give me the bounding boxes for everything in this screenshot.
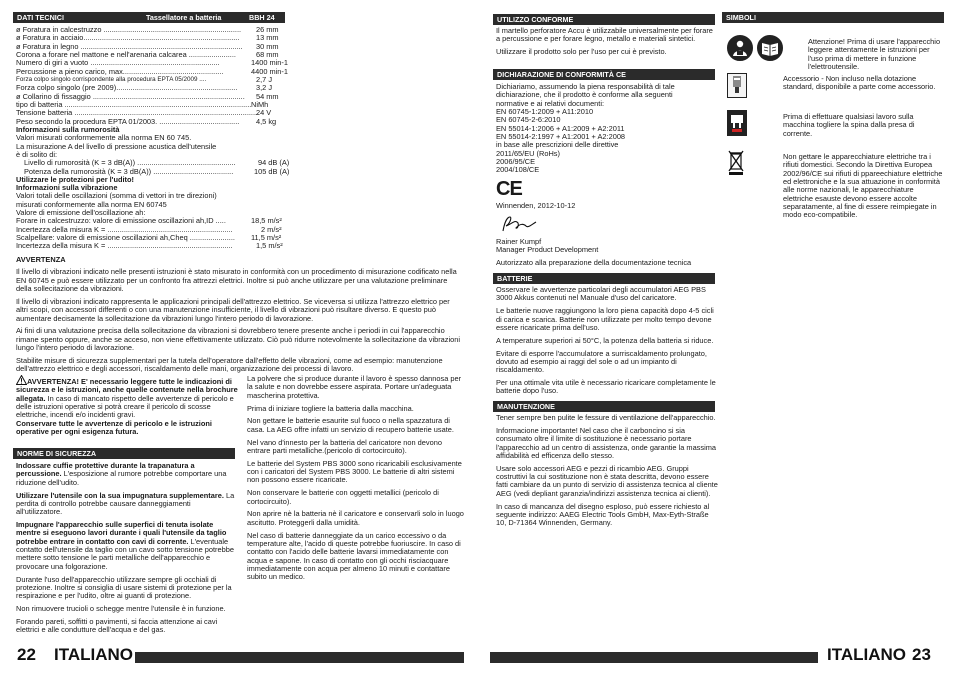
signer-block bbox=[496, 238, 726, 267]
batterie-section bbox=[496, 286, 718, 400]
spec-row: Forza colpo singolo (pre 2009)........................................................... 3,2 J bbox=[16, 84, 273, 93]
symbol-desc: Non gettare le apparecchiature elettriche tra i rifiuti domestici. Secondo la Direttiva Europea 2002/96/CE sui rifiuti di ppareechiature elettriche ed elettroniche e la sua attuazione in conformità alle norme nazionali, le apparecchiature elettriche esauste devono essere accolte separatamente, al fine di essere reimpiegate in modo eco-compatibile. bbox=[783, 152, 943, 220]
ear-protection-note: Utilizzare le protezioni per l'udito! bbox=[16, 175, 134, 185]
vibrazione-line: misurati conformemente alla norma EN 60745 bbox=[16, 199, 167, 209]
conformita-section bbox=[496, 83, 718, 175]
noise-row: Potenza della rumorosità (K = 3 dB(A)) ....................................... 105 dB (A) bbox=[24, 167, 290, 176]
manutenzione-paragraph: In caso di mancanza del disegno esploso, può essere richiesto al seguente indirizzo: AAEG Electric Tools GmbH, Max-Eyth-Straße 10, D-71364 Winnenden, Germany. bbox=[496, 501, 710, 528]
batterie-paragraph: Per una ottimale vita utile è necessario ricaricare completamente le batterie dopo l'uso. bbox=[496, 378, 716, 396]
unplug-icon bbox=[727, 110, 747, 136]
dati-tecnici-table bbox=[16, 26, 288, 126]
page-title-right: ITALIANO bbox=[827, 645, 907, 664]
batterie-paragraph: Le batterie nuove raggiungono la loro piena capacità dopo 4-5 cicli di carica e scarica. Batterie non utilizzate per molto tempo devone essere ricaricate prima dell'uso. bbox=[496, 306, 714, 332]
read-manual-icon bbox=[727, 35, 753, 61]
safety-column-2 bbox=[247, 375, 465, 586]
utilizzo-paragraph: Il martello perforatore Accu è utilizzabile universalmente per forare a percussione e per forare legno, metallo e materiali sintetici. bbox=[496, 26, 713, 44]
safety-paragraph: Le batterie del System PBS 3000 sono ricaricabili esclusivamente con i caricatori del System PBS 3000. Le batterie di altri sistemi non possono essere ricaricate. bbox=[247, 458, 462, 485]
vibration-row: Scalpellare: valore di emissione oscillazioni ah,Cheq ...................... 11,5 m/s² bbox=[16, 234, 282, 243]
dati-col-model: BBH 24 bbox=[249, 13, 275, 22]
rumorosita-line: Valori misurati conformemente alla norma EN 60 745. bbox=[16, 133, 192, 143]
page-number-left: 22 bbox=[17, 645, 36, 664]
batterie-paragraph: Evitare di esporre l'accumulatore a surriscaldamento prolungato, dovuto ad esempio ai raggi del sole o ad un impianto di riscaldamento. bbox=[496, 348, 707, 375]
place-date: Winnenden, 2012-10-12 bbox=[496, 201, 576, 210]
signer-name: Rainer Kumpf bbox=[496, 237, 542, 246]
spec-row: ø Foratura in calcestruzzo ................................................................... 26 mm bbox=[16, 26, 279, 34]
conformita-line: EN 60745-1:2009 + A11:2010 bbox=[496, 107, 594, 117]
avvertenza-paragraph: Il livello di vibrazioni indicato rappresenta le applicazioni principali dell'attrezzo elettrico. Se viceversa si utilizza l'attrezzo elettrico per altri scopi, con accessori differenti o con una manutenzione insufficiente, il livello di vibrazioni può risultare diverso. E questo può aumentare decisamente la sollecitazione da vibrazioni lungo l'intero periodo di lavorazione. bbox=[16, 296, 450, 323]
safety-paragraph: Nel caso di batterie danneggiate da un carico eccessivo o da temperature alte, l'acido di queste potrebbe fuoriuscire. In caso di contatto con l'acido delle batterie lavarsi immediatamente con acqua e sapone. In caso di contatto con gli occhi risciacquare immediatamente con acqua per almeno 10 minuti e contattare subito un medico. bbox=[247, 530, 461, 582]
conformita-line: EN 55014-1:2006 + A1:2009 + A2:2011 bbox=[496, 123, 625, 133]
vibration-row: Forare in calcestruzzo: valore di emissione oscillazioni ah,ID ..... 18,5 m/s² bbox=[16, 217, 282, 226]
utilizzo-section bbox=[496, 27, 716, 61]
dati-tecnici-title: DATI TECNICI bbox=[17, 13, 64, 22]
dati-tecnici-header bbox=[13, 12, 285, 23]
vibrazione-section bbox=[16, 184, 296, 251]
conformita-title: DICHIARAZIONE DI CONFORMITÀ CE bbox=[497, 70, 626, 79]
spec-row: ø Foratura in acciaio............................................................................ 13 mm bbox=[16, 34, 279, 43]
authorized-note: Autorizzato alla preparazione della documentazione tecnica bbox=[496, 257, 692, 267]
warning-text: In caso di mancato rispetto delle avvertenze di pericolo e delle istruzioni operative si potrà creare il pericolo di scosse elettriche, incendi e/o incidenti gravi. bbox=[16, 393, 234, 420]
safety-paragraph: Non aprire nè la batteria nè il caricatore e conservarli solo in luogo ascitutto. Proteggerli dalla umidità. bbox=[247, 509, 464, 527]
rumorosita-title: Informazioni sulla rumorosità bbox=[16, 125, 120, 134]
avvertenza-paragraph: Il livello di vibrazioni indicato nelle presenti istruzioni è stato misurato in conformità con un procedimento di misurazione codificato nella EN 60745 e può essere utilizzato per un confronto fra attrezzi elettrici. Inoltre si può anche utilizzare per una valutazione preliminare della sollecitazione da vibrazioni. bbox=[16, 267, 457, 294]
spec-row: Tensione batteria .......................................................................................... 24 V bbox=[16, 109, 272, 118]
simboli-header bbox=[722, 12, 944, 23]
avvertenza-paragraph: Stabilite misure di sicurezza supplementari per la tutela dell'operatore dall'effetto delle vibrazioni, come ad esempio: manutenzione dell'attrezzo elettrico e degli accessori, riscaldamento delle mani, organizzazione dei processi di lavoro. bbox=[16, 355, 443, 374]
page-title-left: ITALIANO bbox=[54, 645, 134, 664]
conformita-header bbox=[493, 69, 715, 80]
warning-triangle-icon bbox=[16, 375, 27, 385]
safety-paragraph: La polvere che si produce durante il lavoro è spesso dannosa per la salute e non dovrebbe essere aspirata. Portare un'adeguata mascherina protettiva. bbox=[247, 374, 462, 400]
utilizzo-header bbox=[493, 14, 715, 25]
norme-sicurezza-title: NORME DI SICUREZZA bbox=[17, 449, 97, 458]
rumorosita-section bbox=[16, 126, 296, 184]
batterie-paragraph: A temperature superiori ai 50°C, la potenza della batteria si riduce. bbox=[496, 335, 714, 345]
conformita-line: EN 60745-2-6:2010 bbox=[496, 115, 561, 125]
accessory-icon bbox=[727, 73, 747, 98]
vibration-row: Incertezza della misura K = ............................................................. 1,5 m/s² bbox=[16, 242, 283, 251]
safety-paragraph: Non gettare le batterie esaurite sul fuoco o nella spazzatura di casa. La AEG offre infatti un servizio di recupero batterie usate. bbox=[247, 416, 454, 434]
ce-mark-icon: CE bbox=[496, 178, 522, 200]
conformita-line: Dichiariamo, assumendo la piena responsabilità di tale dichiarazione, che il prodotto è conforme alla seguenti bbox=[496, 82, 675, 100]
vibration-row: Incertezza della misura K = ............................................................. 2 m/s² bbox=[16, 225, 282, 234]
norme-item: Forando pareti, soffitti o pavimenti, si faccia attenzione ai cavi elettrici e alle condutture dell'acqua e del gas. bbox=[16, 617, 218, 635]
weee-bin-icon bbox=[727, 150, 745, 176]
utilizzo-paragraph: Utilizzare il prodotto solo per l'uso per cui è previsto. bbox=[496, 47, 667, 57]
spec-row: Forza colpo singolo corrispondente alla procedura EPTA 05/2009 .... 2,7 J bbox=[16, 76, 273, 85]
noise-row: Livello di rumorosità (K = 3 dB(A)) ................................................ 94 dB (A) bbox=[24, 159, 290, 168]
avvertenza-title: AVVERTENZA bbox=[16, 255, 66, 264]
batterie-paragraph: Osservare le avvertenze particolari degli accumulatori AEG PBS 3000 Akkus contenuti nel Manuale d'uso del caricatore. bbox=[496, 285, 706, 303]
norme-item: Indossare cuffie protettive durante la trapanatura a percussione. L'esposizione al rumore potrebbe comportare una riduzione dell'udito. bbox=[16, 461, 227, 487]
manutenzione-title: MANUTENZIONE bbox=[497, 402, 555, 411]
dati-col-product: Tassellatore a batteria bbox=[146, 13, 222, 22]
norme-list bbox=[16, 462, 238, 639]
norme-item: Non rimuovere trucioli o schegge mentre l'utensile è in funzione. bbox=[16, 604, 226, 614]
symbol-desc: Accessorio - Non incluso nella dotazione standard, disponibile a parte come accessorio. bbox=[783, 74, 936, 92]
manutenzione-paragraph: Informacione importante! Nel caso che il carboncino si sia consumato oltre il limite di sostituzione è necessario portare l'apparecchio ad un centro di assistenza, onde garantie la massima affidabilità ed efficenza dello stesso. bbox=[496, 425, 716, 460]
manual-book-icon bbox=[757, 35, 783, 61]
manutenzione-header bbox=[493, 401, 715, 412]
conformita-line: in base alle prescrizioni delle direttive bbox=[496, 140, 619, 150]
spec-row: Percussione a pieno carico, max................................................. 4400 min-1 bbox=[16, 67, 288, 76]
simboli-title: SIMBOLI bbox=[726, 13, 756, 22]
symbol-desc: Prima di effettuare qualsiasi lavoro sulla macchina togliere la spina dalla presa di corrente. bbox=[783, 112, 915, 138]
rumorosita-line: La misurazione A del livello di pressione acustica dell'utensile bbox=[16, 141, 217, 151]
norme-sicurezza-header bbox=[13, 448, 235, 459]
batterie-header bbox=[493, 273, 715, 284]
footer-bar-right bbox=[490, 652, 818, 663]
spec-row: tipo di batteria ........................................................................................... NiMh bbox=[16, 101, 269, 110]
conformita-line: 2011/65/EU (RoHs) bbox=[496, 148, 560, 158]
safety-paragraph: Prima di iniziare togliere la batteria dalla macchina. bbox=[247, 403, 414, 413]
warning-keep-text: Conservare tutte le avvertenze di pericolo e le istruzioni operative per ogni esigenza futura. bbox=[16, 418, 212, 437]
avvertenza-section bbox=[16, 256, 460, 378]
conformita-line: normative e ai relativi documenti: bbox=[496, 98, 605, 108]
safety-paragraph: Non conservare le batterie con oggetti metallici (pericolo di cortocircuito). bbox=[247, 488, 439, 506]
rumorosita-line: è di solito di: bbox=[16, 150, 58, 160]
spec-row: ø Collarino di fissaggio .......................................................................... 54 mm bbox=[16, 92, 279, 101]
utilizzo-title: UTILIZZO CONFORME bbox=[497, 15, 574, 24]
manutenzione-paragraph: Tener sempre ben pulite le fessure di ventilazione dell'apparecchio. bbox=[496, 413, 716, 422]
symbol-desc: Attenzione! Prima di usare l'apparecchio leggere attentamente le istruzioni per l'uso prima di mettere in funzione l'elettroutensile. bbox=[808, 37, 941, 72]
norme-item: Durante l'uso dell'apparecchio utilizzare sempre gli occhiali di protezione. Inoltre si consiglia di usare sistemi di protezione per la respirazione e per l'udito, oltre ai guanti di protezione. bbox=[16, 574, 232, 601]
norme-item: Impugnare l'apparecchio sulle superfici di tenuta isolate mentre si eseguono lavori durante i quali l'utensile da taglio potrebbe entrare in contatto con cavi di corrente. L'eventuale contatto dell'utensile da taglio con un cavo sotto tensione potrebbe mettere sotto tensione le parti metalliche dell'apparecchio e provocare una folgorazione. bbox=[16, 520, 234, 571]
norme-item: Utilizzare l'utensile con la sua impugnatura supplementare. La perdita di controllo potrebbe causare danneggiamenti all'utilizzatore. bbox=[16, 490, 235, 517]
page-number-right: 23 bbox=[912, 645, 931, 664]
spec-row: ø Foratura in legno ............................................................................... 30 mm bbox=[16, 42, 279, 51]
vibrazione-line: Valore di emissione dell'oscillazione ah: bbox=[16, 208, 146, 218]
avvertenza-paragraph: Ai fini di una valutazione precisa della sollecitazione da vibrazioni si dovrebbero tenere presente anche i periodi in cui l'apparecchio rimane spento oppure, anche se acceso, non viene effettivamente utilizzato. Ciò può ridurre notevolmente la sollecitazione da vibrazioni lungo l'intero periodo di lavorazione. bbox=[16, 326, 460, 353]
safety-warning-block bbox=[16, 375, 238, 436]
vibrazione-line: Valori totali delle oscillazioni (somma di vettori in tre direzioni) bbox=[16, 191, 217, 201]
vibrazione-title: Informazioni sulla vibrazione bbox=[16, 183, 118, 192]
conformita-line: 2006/95/CE bbox=[496, 157, 536, 167]
spec-row: Corona a forare nel mattone e nell'arenaria calcarea ....................... 68 mm bbox=[16, 51, 279, 60]
signer-role: Manager Product Development bbox=[496, 245, 599, 255]
conformita-line: EN 55014-2:1997 + A1:2001 + A2:2008 bbox=[496, 132, 626, 142]
spec-row: Peso secondo la procedura EPTA 01/2003. ....................................... 4,5 kg bbox=[16, 117, 277, 126]
manutenzione-paragraph: Usare solo accessori AEG e pezzi di ricambio AEG. Gruppi costruttivi la cui sostituzione non è stata descritta, devono essere fatti cambiare da un punto di servizio di assistenza tecnica al cliente AEG (vedi depliant garanzia/indirizzi assistenza tecnica ai clienti). bbox=[496, 463, 718, 498]
safety-paragraph: Nel vano d'innesto per la batteria del caricatore non devono entrare parti metalliche.(pericolo di cortocircuito). bbox=[247, 437, 442, 455]
spec-row: Numero di giri a vuoto ............................................................... 1400 min-1 bbox=[16, 59, 288, 68]
warning-bold-text: AVVERTENZA! E' necessario leggere tutte le indicazioni di sicurezza e le istruzioni, anche quelle contenute nella brochure allegata. bbox=[16, 377, 238, 403]
batterie-title: BATTERIE bbox=[497, 274, 533, 283]
manutenzione-section bbox=[496, 414, 718, 532]
signature-icon bbox=[500, 214, 540, 234]
footer-bar-left bbox=[135, 652, 464, 663]
conformita-line: 2004/108/CE bbox=[496, 165, 540, 175]
